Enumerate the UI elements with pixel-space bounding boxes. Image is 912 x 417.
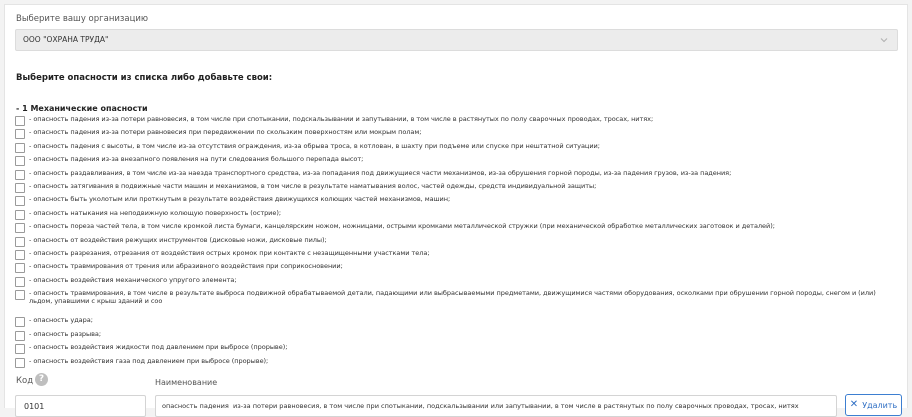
hazard-item[interactable] bbox=[15, 357, 895, 370]
hazard-text: - опасность воздействия газа под давлением при выбросе (прорыве); bbox=[29, 356, 269, 365]
hazard-item[interactable] bbox=[15, 343, 895, 356]
hazard-checkbox[interactable] bbox=[15, 237, 25, 247]
hazard-checkbox[interactable] bbox=[15, 317, 25, 327]
hazard-text: - опасность падения из-за внезапного появления на пути следования большого перепада высот; bbox=[29, 155, 364, 164]
hazard-text: - опасность пореза частей тела, в том числе кромкой листа бумаги, канцелярским ножом, ножницами, острыми кромками металлической стружки (при механической обработке металлических заготовок и деталей); bbox=[29, 222, 775, 231]
hazard-item[interactable] bbox=[15, 236, 895, 249]
hazard-text: - опасность травмирования от трения или абразивного воздействия при соприкосновении; bbox=[29, 262, 343, 271]
hazard-item[interactable] bbox=[15, 169, 895, 182]
hazard-item[interactable] bbox=[15, 276, 895, 289]
hazard-checklist bbox=[15, 115, 895, 370]
hazard-text: - опасность падения с высоты, в том числе из-за отсутствия ограждения, из-за обрыва троса, в котлован, в шахту при подъеме или спуске при нештатной ситуации; bbox=[29, 141, 600, 150]
close-icon: ✕ bbox=[849, 399, 859, 410]
hazard-item[interactable] bbox=[15, 128, 895, 141]
hazard-checkbox[interactable] bbox=[15, 223, 25, 233]
hazards-section-title: Выберите опасности из списка либо добавьте свои: bbox=[16, 73, 273, 83]
help-icon[interactable]: ? bbox=[35, 373, 48, 386]
hazard-item[interactable] bbox=[15, 222, 895, 235]
hazard-checkbox[interactable] bbox=[15, 210, 25, 220]
hazard-text: - опасность падения из-за потери равновесия при передвижении по скользким поверхностям или мокрым полам; bbox=[29, 128, 422, 137]
hazard-text: - опасность затягивания в подвижные части машин и механизмов, в том числе в результате наматывания волос, частей одежды, средств индивидуальной защиты; bbox=[29, 181, 597, 190]
hazard-text: - опасность падения из-за потери равновесия, в том числе при спотыкании, подскальзывании и запутывании, в том числе в растянутых по полу сварочных проводах, тросах, нитях; bbox=[29, 115, 654, 123]
hazard-text: - опасность травмирования, в том числе в результате выброса подвижной обрабатываемой детали, падающими или выбрасываемыми предметами, движущимися частями оборудования, осколками при обрушении горной породы, снегом и (или) льдом, упавшими с крыш зданий и соо bbox=[29, 289, 876, 306]
organization-label: Выберите вашу организацию bbox=[16, 14, 149, 24]
hazard-text: - опасность натыкания на неподвижную колющую поверхность (острие); bbox=[29, 208, 282, 217]
code-label: Код bbox=[16, 376, 34, 386]
hazard-checkbox[interactable] bbox=[15, 358, 25, 368]
hazard-text: - опасность воздействия механического упругого элемента; bbox=[29, 275, 237, 284]
hazard-checkbox[interactable] bbox=[15, 331, 25, 341]
organization-selected-value: ООО "ОХРАНА ТРУДА" bbox=[23, 35, 109, 44]
hazard-text: - опасность разрыва; bbox=[29, 329, 102, 338]
hazard-checkbox[interactable] bbox=[15, 344, 25, 354]
hazard-item[interactable] bbox=[15, 182, 895, 195]
hazard-text: - опасность от воздействия режущих инструментов (дисковые ножи, дисковые пилы); bbox=[29, 235, 327, 244]
chevron-down-icon bbox=[879, 35, 889, 45]
hazard-checkbox[interactable] bbox=[15, 143, 25, 153]
hazard-item[interactable] bbox=[15, 142, 895, 155]
hazard-text: - опасность удара; bbox=[29, 316, 93, 325]
hazard-checkbox[interactable] bbox=[15, 129, 25, 139]
name-label: Наименование bbox=[155, 378, 218, 387]
hazard-checkbox[interactable] bbox=[15, 196, 25, 206]
code-input[interactable] bbox=[15, 395, 146, 417]
hazard-item[interactable] bbox=[15, 316, 895, 329]
organization-select[interactable] bbox=[15, 29, 898, 51]
hazard-item[interactable] bbox=[15, 115, 895, 128]
hazard-group-title: - 1 Механические опасности bbox=[16, 104, 148, 113]
hazard-text: - опасность раздавливания, в том числе из-за наезда транспортного средства, из-за попадания под движущиеся части механизмов, из-за обрушения горной породы, из-за падения грузов, из-за падения; bbox=[29, 168, 732, 177]
hazard-checkbox[interactable] bbox=[15, 170, 25, 180]
hazard-item[interactable] bbox=[15, 262, 895, 275]
hazard-item[interactable] bbox=[15, 289, 895, 316]
hazard-item[interactable] bbox=[15, 249, 895, 262]
name-input[interactable] bbox=[155, 395, 837, 417]
hazard-text: - опасность быть уколотым или проткнутым в результате воздействия движущихся колющих частей механизмов, машин; bbox=[29, 195, 451, 204]
hazard-checkbox[interactable] bbox=[15, 156, 25, 166]
hazard-checkbox[interactable] bbox=[15, 250, 25, 260]
hazard-item[interactable] bbox=[15, 155, 895, 168]
hazard-checkbox[interactable] bbox=[15, 263, 25, 273]
hazard-text: - опасность воздействия жидкости под давлением при выбросе (прорыве); bbox=[29, 343, 288, 352]
hazard-text: - опасность разрезания, отрезания от воздействия острых кромок при контакте с незащищенными участками тела; bbox=[29, 248, 430, 257]
delete-button-label: Удалить bbox=[862, 400, 898, 410]
delete-button[interactable] bbox=[845, 394, 902, 416]
hazard-form-panel bbox=[4, 4, 908, 408]
hazard-item[interactable] bbox=[15, 195, 895, 208]
hazard-checkbox[interactable] bbox=[15, 116, 25, 126]
hazard-checkbox[interactable] bbox=[15, 183, 25, 193]
hazard-checkbox[interactable] bbox=[15, 290, 25, 300]
hazard-item[interactable] bbox=[15, 209, 895, 222]
hazard-checkbox[interactable] bbox=[15, 277, 25, 287]
hazard-item[interactable] bbox=[15, 330, 895, 343]
